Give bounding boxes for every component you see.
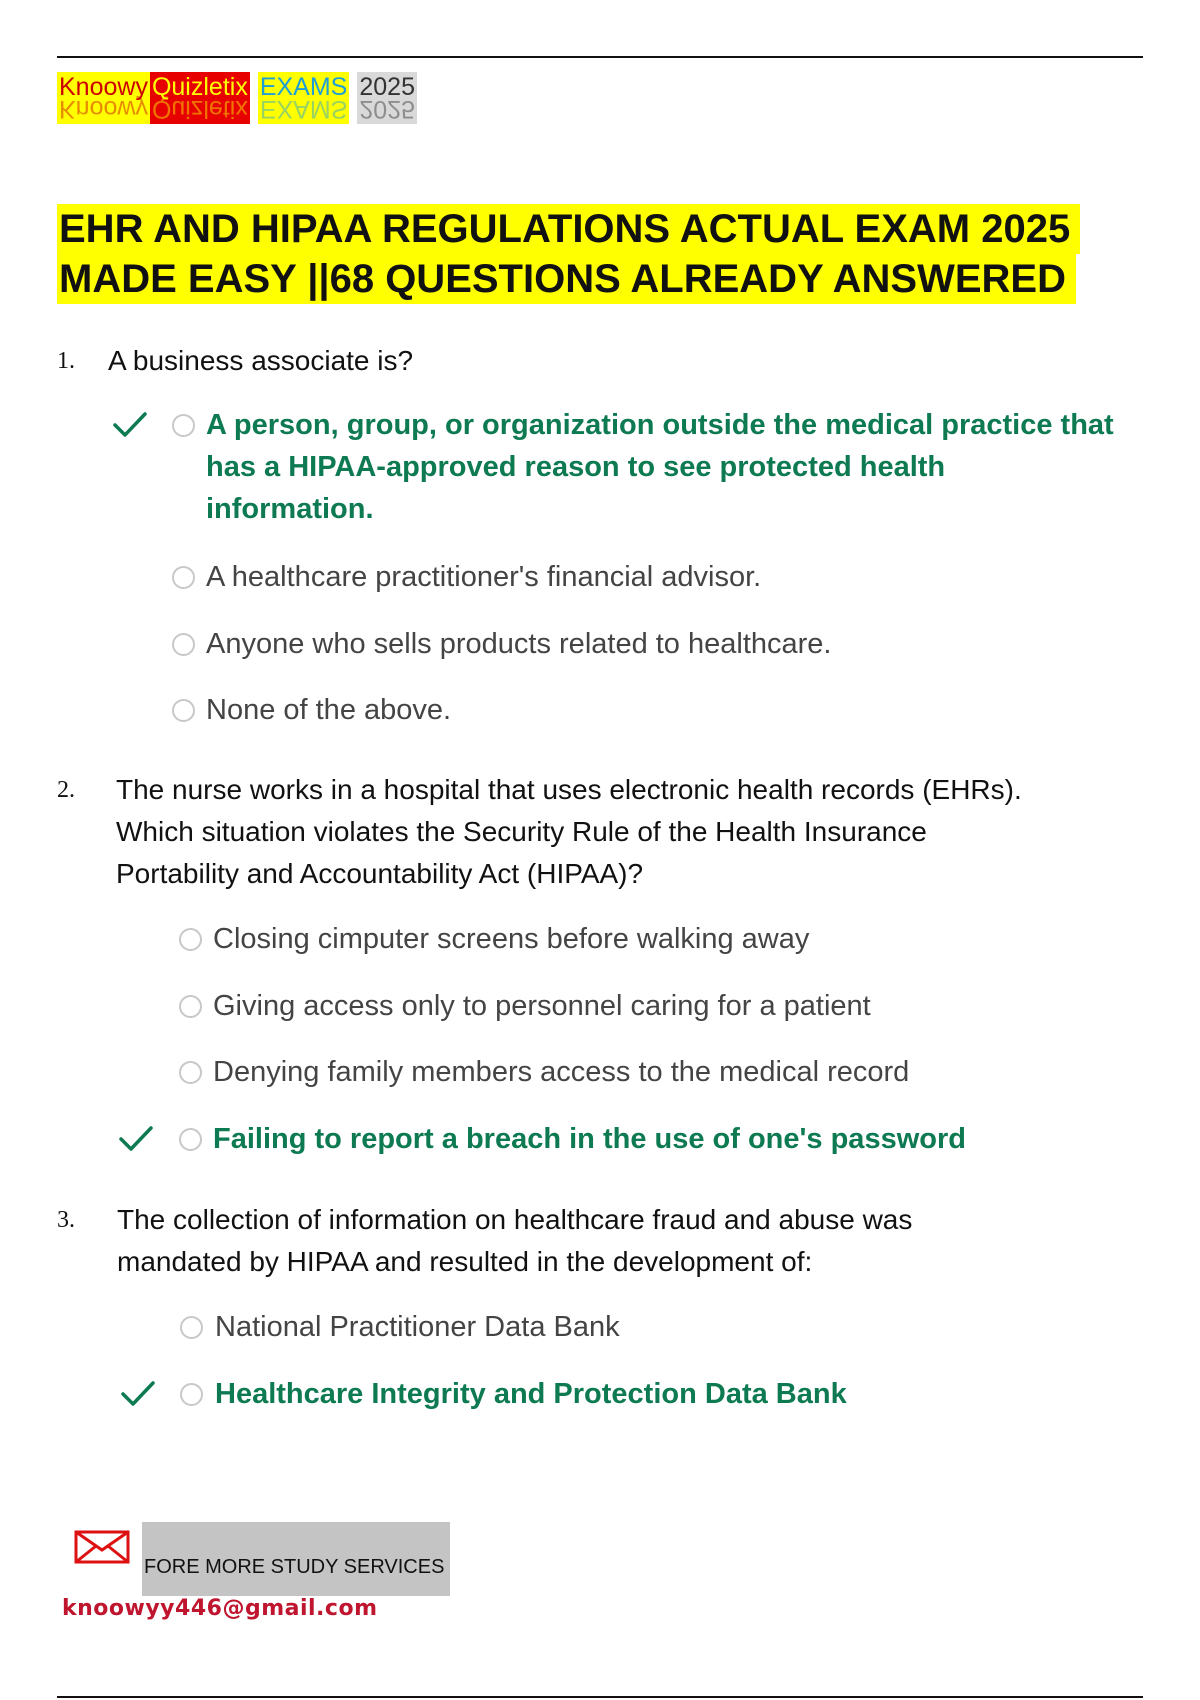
answer-option-text: Anyone who sells products related to healthcare. [206, 628, 832, 660]
brand-logo [57, 72, 417, 124]
question-number: 1. [57, 348, 75, 374]
radio-button[interactable] [179, 1128, 202, 1151]
answer-option-text: has a HIPAA-approved reason to see protected health [206, 451, 946, 483]
radio-button[interactable] [180, 1316, 203, 1339]
radio-button[interactable] [180, 1383, 203, 1406]
radio-button[interactable] [179, 1061, 202, 1084]
title-line-1: EHR AND HIPAA REGULATIONS ACTUAL EXAM 2025 [57, 204, 1080, 254]
answer-option-text: Denying family members access to the medical record [213, 1056, 910, 1088]
answer-option[interactable] [206, 689, 451, 731]
brand-part-quizletix: Quizletix Quizletix [151, 73, 248, 123]
radio-button[interactable] [172, 414, 195, 437]
radio-button[interactable] [172, 633, 195, 656]
radio-button[interactable] [172, 699, 195, 722]
answer-option[interactable] [215, 1306, 620, 1348]
bottom-rule [57, 1696, 1143, 1698]
radio-button[interactable] [172, 566, 195, 589]
checkmark-icon [112, 410, 148, 440]
brand-part-knoowy: Knoowy Knoowy [59, 73, 148, 123]
radio-button[interactable] [179, 995, 202, 1018]
question-text-line: The nurse works in a hospital that uses electronic health records (EHRs). [116, 774, 1022, 805]
answer-option[interactable] [213, 918, 809, 960]
page-title [57, 204, 1080, 304]
envelope-icon [74, 1530, 130, 1564]
answer-option[interactable] [213, 1051, 909, 1093]
title-line-2: MADE EASY ||68 QUESTIONS ALREADY ANSWERED [57, 254, 1076, 304]
study-services-label: FORE MORE STUDY SERVICES [144, 1556, 445, 1578]
question-number: 3. [57, 1207, 75, 1233]
question-text-line: The collection of information on healthcare fraud and abuse was [117, 1204, 913, 1235]
answer-option[interactable] [206, 623, 831, 665]
answer-option-text: Failing to report a breach in the use of one's password [213, 1123, 966, 1155]
answer-option-correct[interactable] [213, 1118, 966, 1160]
brand-part-year: 2025 2025 [359, 73, 415, 123]
question-text-line: A business associate is? [108, 345, 414, 376]
answer-option-text: Healthcare Integrity and Protection Data Bank [215, 1378, 847, 1410]
contact-email[interactable]: knoowyy446@gmail.com [62, 1596, 378, 1621]
study-services-banner[interactable] [142, 1522, 450, 1596]
answer-option[interactable] [206, 556, 761, 598]
checkmark-icon [120, 1379, 156, 1409]
checkmark-icon [118, 1124, 154, 1154]
answer-option-correct[interactable] [206, 404, 1114, 530]
answer-option-text: None of the above. [206, 694, 452, 726]
question-text-line: Portability and Accountability Act (HIPAA)? [116, 858, 644, 889]
question-text-line: Which situation violates the Security Rule of the Health Insurance [116, 816, 927, 847]
question-number: 2. [57, 777, 75, 803]
brand-part-exams: EXAMS EXAMS [259, 73, 348, 123]
answer-option-text: A healthcare practitioner's financial advisor. [206, 561, 762, 593]
answer-option-text: National Practitioner Data Bank [215, 1311, 620, 1343]
answer-option-text: A person, group, or organization outside the medical practice that [206, 409, 1114, 441]
answer-option-text: information. [206, 493, 374, 525]
answer-option-text: Closing cimputer screens before walking away [213, 923, 810, 955]
question-text-line: mandated by HIPAA and resulted in the development of: [117, 1246, 813, 1277]
radio-button[interactable] [179, 928, 202, 951]
answer-option-correct[interactable] [215, 1373, 847, 1415]
top-rule [57, 56, 1143, 58]
answer-option-text: Giving access only to personnel caring for a patient [213, 990, 871, 1022]
answer-option[interactable] [213, 985, 871, 1027]
